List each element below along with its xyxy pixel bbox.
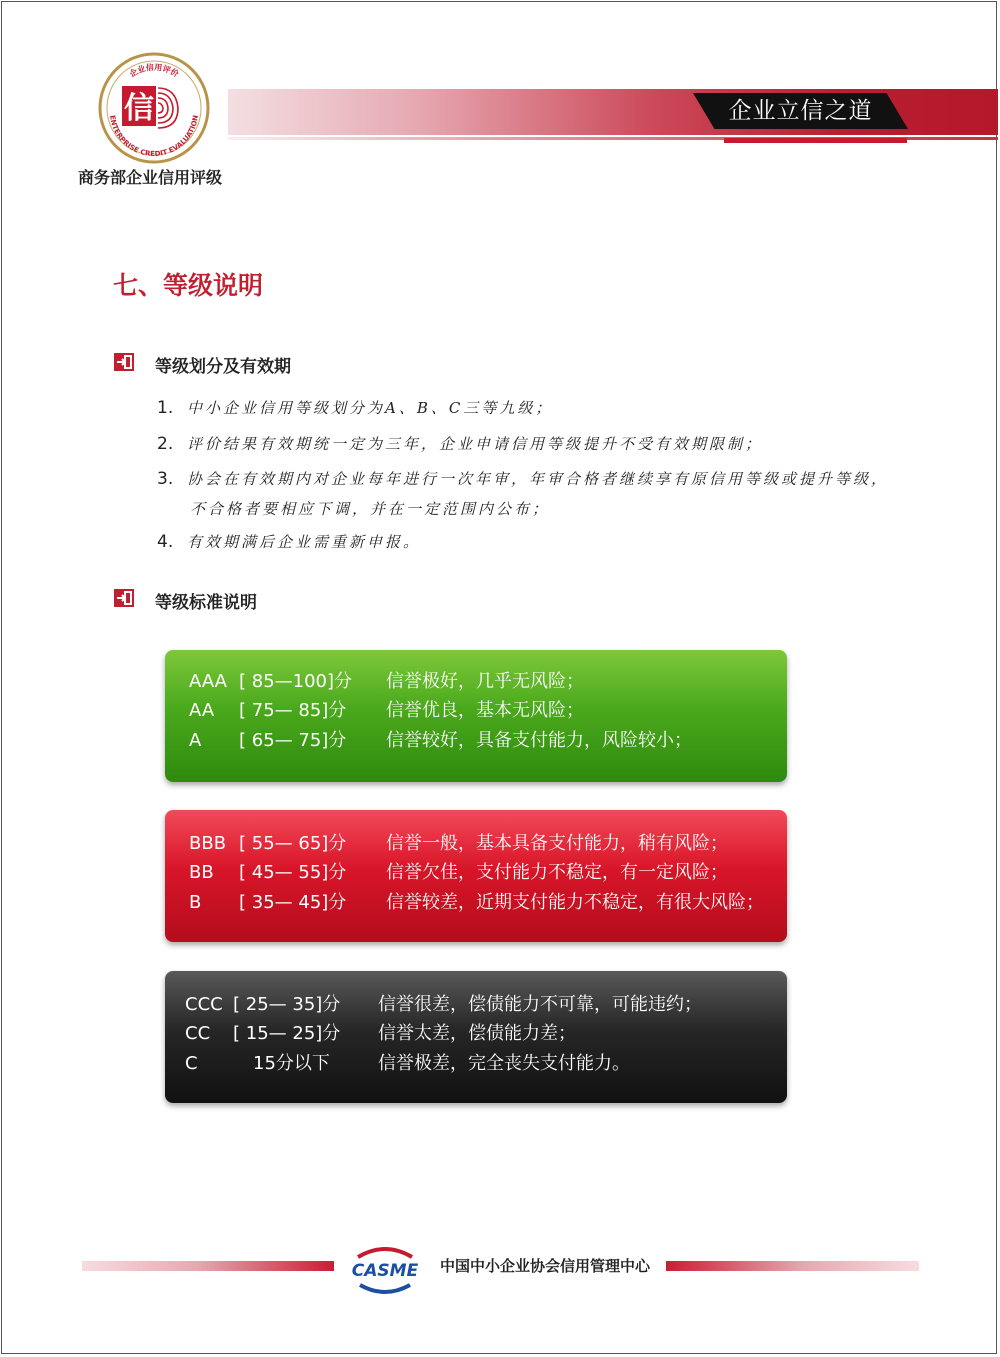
- grade-level: CC: [185, 1023, 211, 1044]
- grade-level: BB: [189, 862, 214, 883]
- grade-description: 信誉一般，基本具备支付能力，稍有风险；: [386, 833, 728, 854]
- grade-description: 信誉太差，偿债能力差；: [378, 1023, 576, 1044]
- list-text: 协会在有效期内对企业每年进行一次年审，年审合格者继续享有原信用等级或提升等级，: [187, 470, 890, 488]
- list-text: 有效期满后企业需重新申报。: [187, 533, 422, 551]
- section-title: 七、等级说明: [113, 271, 264, 300]
- footer-line-left: [82, 1261, 334, 1271]
- grade-range: [ 15— 25]分: [233, 1023, 341, 1044]
- grade-level: AA: [189, 700, 215, 721]
- grade-description: 信誉较好，具备支付能力，风险较小；: [386, 730, 692, 751]
- grade-level: BBB: [189, 833, 227, 854]
- login-arrow-icon: [114, 353, 134, 371]
- footer-line-right: [666, 1261, 919, 1271]
- grade-level: B: [189, 892, 202, 913]
- header-red-accent: [724, 138, 907, 143]
- grade-range: [ 55— 65]分: [239, 833, 347, 854]
- list-number: 3.: [157, 469, 174, 489]
- grade-description: 信誉欠佳，支付能力不稳定，有一定风险；: [386, 862, 728, 883]
- grade-range: 15分以下: [253, 1053, 330, 1074]
- subsection-title-validity: 等级划分及有效期: [155, 357, 291, 377]
- grade-range: [ 25— 35]分: [233, 994, 341, 1015]
- grade-level: AAA: [189, 671, 227, 692]
- subsection-title-standards: 等级标准说明: [155, 593, 257, 613]
- list-text-continued: 不合格者要相应下调，并在一定范围内公布；: [190, 500, 551, 518]
- list-item: [157, 397, 553, 418]
- login-arrow-icon: [114, 589, 134, 607]
- casme-logo: [340, 1243, 430, 1297]
- list-number: 4.: [157, 532, 174, 552]
- grade-description: 信誉较差，近期支付能力不稳定，有很大风险；: [386, 892, 764, 913]
- grade-level: A: [189, 730, 202, 751]
- grade-description: 信誉极好，几乎无风险；: [386, 671, 584, 692]
- grade-box-b: [165, 810, 787, 942]
- list-text: 评价结果有效期统一定为三年，企业申请信用等级提升不受有效期限制；: [187, 435, 764, 453]
- grade-description: 信誉优良，基本无风险；: [386, 700, 584, 721]
- logo-ring-top-text: 企业信用评价: [127, 62, 181, 79]
- logo-ring-bottom-text: ENTERPRISE CREDIT EVALUATION: [108, 114, 200, 159]
- enterprise-credit-logo: [98, 52, 210, 164]
- grade-range: [ 85—100]分: [239, 671, 353, 692]
- logo-char: 信: [124, 91, 154, 126]
- casme-text: CASME: [351, 1261, 419, 1281]
- list-item: [157, 531, 421, 552]
- list-item: [157, 468, 889, 489]
- header-tagline: 企业立信之道: [728, 98, 873, 124]
- grade-level: C: [185, 1053, 198, 1074]
- grade-range: [ 35— 45]分: [239, 892, 347, 913]
- list-item: [157, 433, 763, 454]
- grade-box-c: [165, 971, 787, 1103]
- list-number: 2.: [157, 434, 174, 454]
- footer-org-name: 中国中小企业协会信用管理中心: [440, 1257, 651, 1275]
- list-number: 1.: [157, 398, 174, 418]
- list-text: 中小企业信用等级划分为A、B、C三等九级；: [187, 399, 554, 417]
- grade-level: CCC: [185, 994, 223, 1015]
- grade-range: [ 65— 75]分: [239, 730, 347, 751]
- grade-description: 信誉很差，偿债能力不可靠，可能违约；: [378, 994, 702, 1015]
- grade-description: 信誉极差，完全丧失支付能力。: [378, 1053, 630, 1074]
- grade-range: [ 75— 85]分: [239, 700, 347, 721]
- grade-range: [ 45— 55]分: [239, 862, 347, 883]
- grade-box-a: [165, 650, 787, 782]
- logo-caption: 商务部企业信用评级: [78, 168, 223, 187]
